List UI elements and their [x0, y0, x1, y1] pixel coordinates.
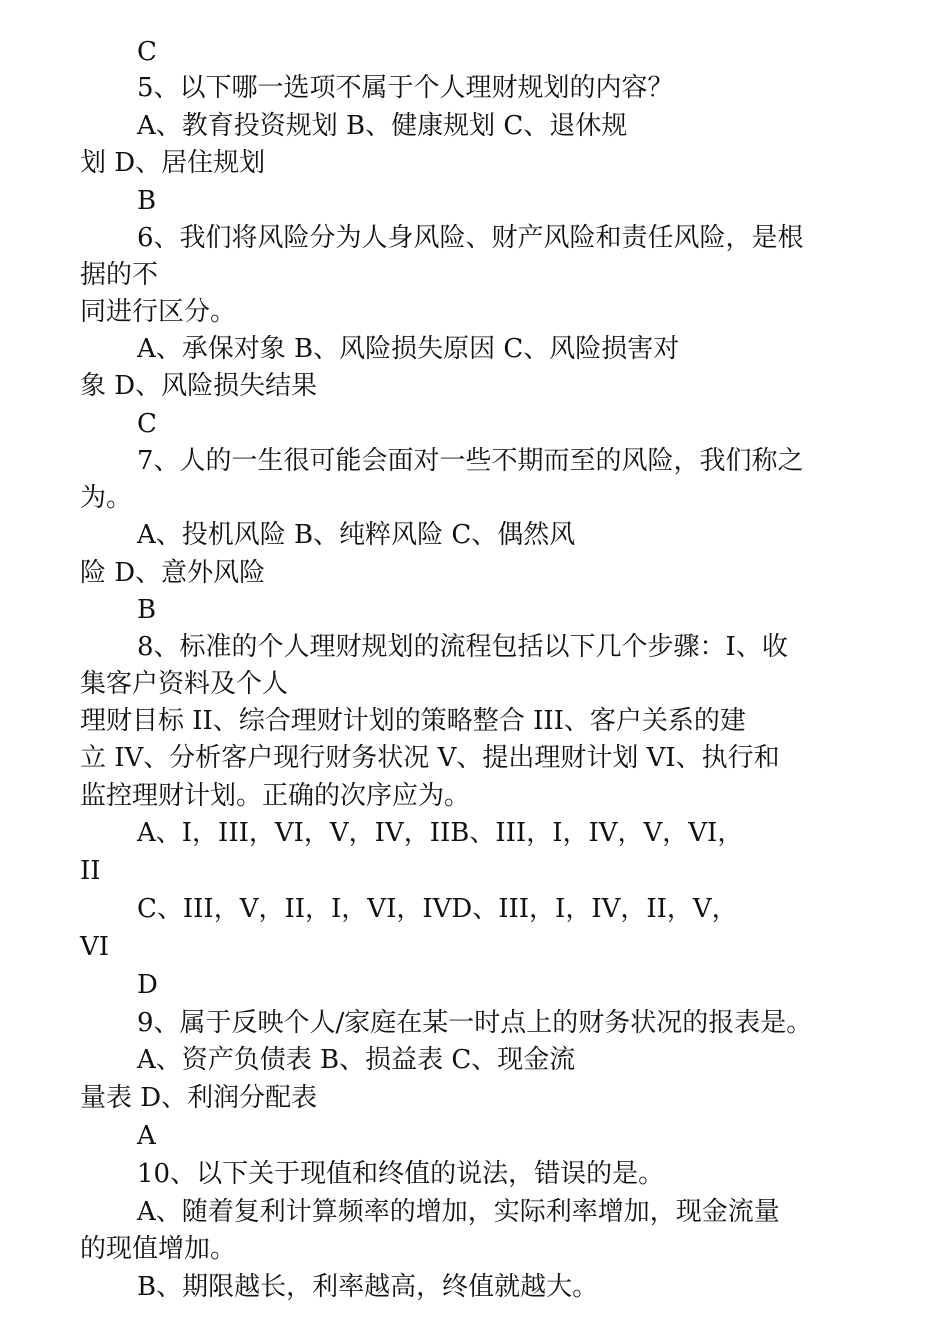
option-line: II	[80, 856, 101, 886]
option-line: 象 D、风险损失结果	[80, 371, 318, 401]
answer-line: D	[137, 970, 158, 1000]
option-line: 划 D、居住规划	[80, 148, 266, 178]
option-line: 量表 D、利润分配表	[80, 1083, 318, 1113]
option-line: A、承保对象 B、风险损失原因 C、风险损害对	[137, 334, 680, 364]
question-line: 集客户资料及个人	[80, 669, 289, 699]
question-line: 监控理财计划。正确的次序应为。	[80, 781, 471, 811]
option-line: B、期限越长，利率越高，终值就越大。	[137, 1272, 599, 1302]
answer-line: A	[137, 1121, 156, 1151]
question-line: 9、属于反映个人/家庭在某一时点上的财务状况的报表是。	[137, 1008, 813, 1038]
option-line: C、III，V，II，I，VI，IVD、III，I，IV，II，V，	[137, 894, 738, 924]
option-line: VI	[80, 932, 110, 962]
option-line: A、投机风险 B、纯粹风险 C、偶然风	[137, 520, 576, 550]
question-line: 8、标准的个人理财规划的流程包括以下几个步骤：I、收	[137, 632, 788, 662]
answer-line: B	[137, 595, 157, 625]
question-line: 立 IV、分析客户现行财务状况 V、提出理财计划 VI、执行和	[80, 743, 780, 773]
question-line: 5、以下哪一选项不属于个人理财规划的内容？	[137, 73, 674, 103]
question-line: 7、人的一生很可能会面对一些不期而至的风险，我们称之	[137, 446, 804, 476]
question-line: 据的不	[80, 260, 159, 290]
answer-line: C	[137, 37, 157, 67]
option-line: A、随着复利计算频率的增加，实际利率增加，现金流量	[137, 1197, 780, 1227]
question-line: 理财目标 II、综合理财计划的策略整合 III、客户关系的建	[80, 706, 746, 736]
option-line: 的现值增加。	[80, 1234, 237, 1264]
option-line: A、资产负债表 B、损益表 C、现金流	[137, 1045, 576, 1075]
answer-line: C	[137, 409, 157, 439]
answer-line: B	[137, 186, 157, 216]
question-line: 为。	[80, 483, 133, 513]
option-line: A、教育投资规划 B、健康规划 C、退休规	[137, 111, 628, 141]
question-line: 10、以下关于现值和终值的说法，错误的是。	[137, 1159, 665, 1189]
option-line: A、I，III，VI，V，IV，IIB、III，I，IV，V，VI，	[137, 818, 744, 848]
question-line: 6、我们将风险分为人身风险、财产风险和责任风险，是根	[137, 223, 804, 253]
question-line: 同进行区分。	[80, 297, 237, 327]
option-line: 险 D、意外风险	[80, 558, 266, 588]
